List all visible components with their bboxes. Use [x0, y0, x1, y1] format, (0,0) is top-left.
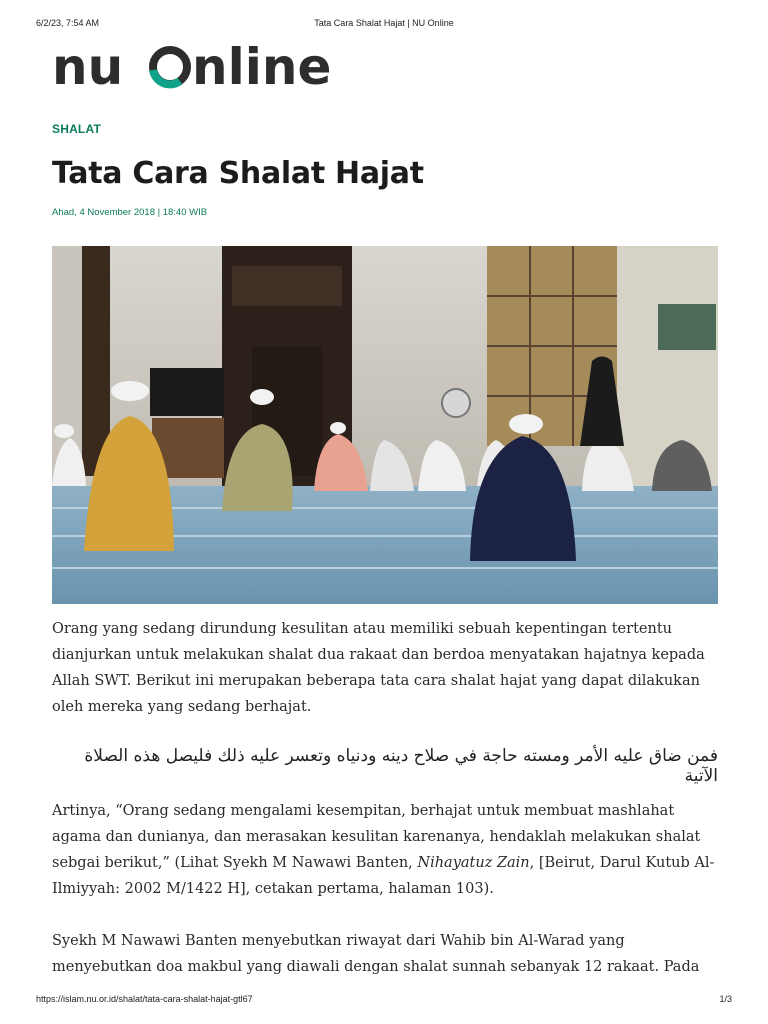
mosque-prayer-photo	[52, 246, 718, 604]
print-page-number: 1/3	[719, 994, 732, 1004]
category-link[interactable]: SHALAT	[52, 122, 101, 136]
logo-text-nline: nline	[192, 38, 332, 96]
book-title: Nihayatuz Zain	[417, 855, 530, 871]
print-header	[36, 18, 732, 30]
paragraph-intro: Orang yang sedang dirundung kesulitan atau memiliki sebuah kepentingan tertentu dianjurkan untuk melakukan shalat dua rakaat dan berdoa menyatakan hajatnya kepada Allah SWT. Berikut ini merupakan beberapa tata cara shalat hajat yang dapat dilakukan oleh mereka yang sedang berhajat.	[52, 621, 705, 715]
print-url[interactable]: https://islam.nu.or.id/shalat/tata-cara-shalat-hajat-gtl67	[36, 994, 253, 1004]
print-page-title: Tata Cara Shalat Hajat | NU Online	[314, 18, 454, 28]
article-title: Tata Cara Shalat Hajat	[52, 156, 424, 191]
nu-online-logo-icon	[52, 36, 332, 96]
print-footer	[36, 994, 732, 1006]
paragraph-translation-part-a: Artinya, “Orang sedang mengalami kesempitan, berhajat untuk membuat mashlahat agama dan dunianya, dan merasakan kesulitan karenanya, hendaklah melakukan shalat sebgai berikut,” (Lihat Syekh M Nawawi Banten,	[52, 803, 701, 871]
paragraph-translation-part-b: , [Beirut, Darul Kutub Al-Ilmiyyah: 2002 M/1422 H], cetakan pertama, halaman 103).	[52, 855, 715, 897]
paragraph-riwayat: Syekh M Nawawi Banten menyebutkan riwayat dari Wahib bin Al-Warad yang menyebutkan doa makbul yang diawali dengan shalat sunnah sebanyak 12 rakaat. Pada	[52, 933, 700, 975]
paragraph-translation	[52, 798, 718, 902]
article-dateline: Ahad, 4 November 2018 | 18:40 WIB	[52, 207, 208, 218]
print-timestamp: 6/2/23, 7:54 AM	[36, 18, 100, 28]
nu-online-logo[interactable]	[52, 36, 332, 96]
arabic-quote: فمن ضاق عليه الأمر ومسته حاجة في صلاح دينه ودنياه وتعسر عليه ذلك فليصل هذه الصلاة الآتية	[84, 746, 718, 786]
hero-image	[52, 246, 718, 604]
logo-text-nu: nu	[52, 38, 124, 96]
